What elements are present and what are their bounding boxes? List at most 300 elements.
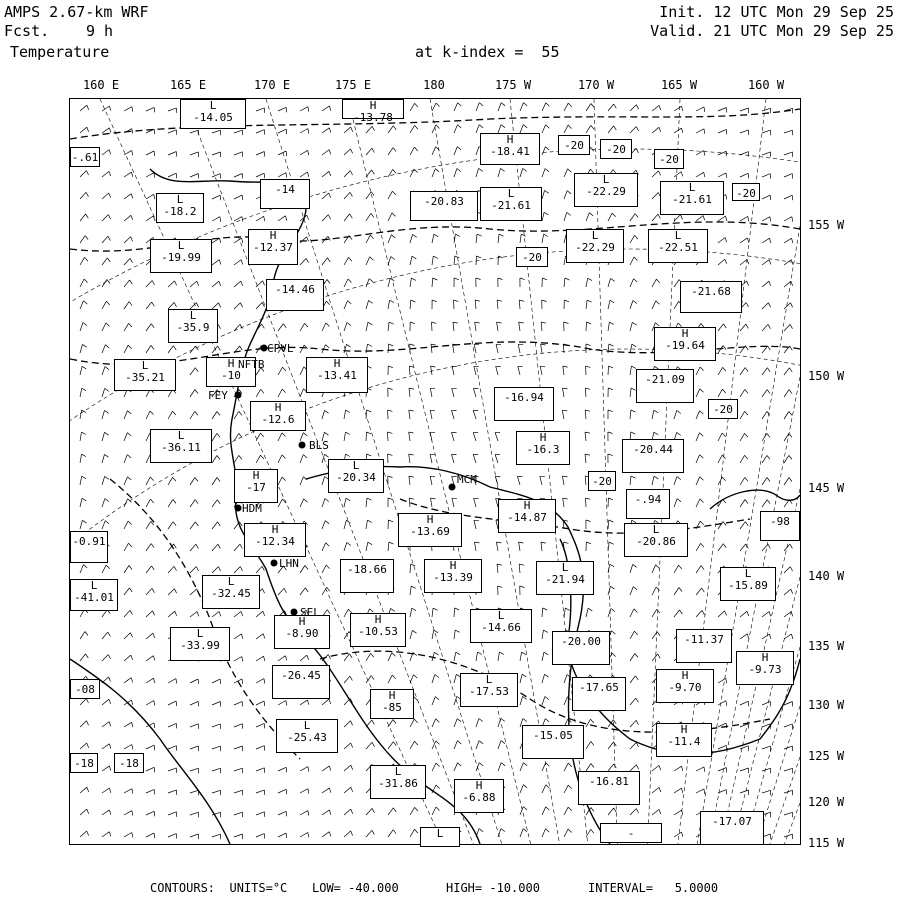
wind-barb (124, 323, 132, 331)
center-type: L (652, 523, 660, 536)
wind-barb (498, 125, 505, 133)
wind-barb (146, 302, 154, 309)
wind-barb (256, 723, 265, 728)
wind-barb (652, 105, 661, 111)
wind-barb (212, 544, 220, 551)
wind-barb (409, 432, 414, 441)
low-center-label (150, 239, 212, 273)
temperature-value: -15.05 (533, 729, 573, 742)
wind-barb (256, 656, 265, 661)
wind-barb (762, 790, 771, 795)
wind-barb (80, 565, 87, 573)
wind-barb (300, 789, 309, 794)
contour-value-label (654, 149, 684, 169)
wind-barb (344, 410, 350, 419)
wind-barb (608, 388, 613, 397)
center-type: L (303, 719, 311, 732)
wind-barb (476, 103, 483, 111)
wind-barb (168, 589, 177, 595)
lon-tick: 120 W (808, 795, 845, 809)
wind-barb (366, 322, 372, 331)
lon-tick: 175 W (494, 78, 532, 92)
wind-barb (474, 520, 479, 529)
wind-barb (762, 500, 770, 507)
high-center-label (656, 723, 712, 757)
wind-barb (322, 832, 331, 837)
center-type: H (298, 615, 306, 628)
wind-barb (562, 476, 567, 485)
wind-barb (564, 212, 571, 221)
wind-barb (322, 150, 331, 155)
wind-barb (102, 521, 109, 529)
wind-barb (80, 344, 87, 353)
wind-barb (366, 213, 374, 221)
high-center-label (234, 469, 278, 503)
wind-barb (608, 542, 614, 551)
wind-barb (234, 724, 243, 729)
wind-barb (674, 215, 683, 221)
wind-barb (474, 498, 479, 507)
wind-barb (80, 192, 89, 199)
wind-barb (256, 679, 265, 684)
high-center-label (342, 99, 404, 124)
wind-barb (784, 368, 792, 375)
wind-barb (366, 520, 372, 529)
wind-barb (608, 104, 616, 111)
wind-barb (718, 389, 726, 397)
wind-barb (608, 454, 613, 463)
wind-barb (740, 411, 748, 419)
temperature-value: -21.68 (691, 285, 731, 298)
wind-barb (452, 498, 457, 507)
wind-barb (256, 389, 264, 397)
wind-barb (212, 433, 220, 441)
wind-barb (300, 655, 309, 661)
wind-barb (80, 699, 89, 706)
station-label: BLS (309, 439, 329, 452)
wind-barb (388, 366, 393, 375)
low-center-label (480, 187, 542, 221)
wind-barb (784, 724, 793, 729)
wind-barb (498, 234, 504, 243)
wind-barb (475, 300, 480, 309)
wind-barb (542, 608, 547, 617)
wind-barb (762, 368, 770, 375)
wind-barb (718, 455, 726, 463)
wind-barb (234, 455, 242, 463)
center-type: L (176, 193, 184, 206)
wind-barb (454, 103, 461, 111)
wind-barb (366, 498, 372, 507)
wind-barb (498, 256, 503, 265)
wind-barb (652, 476, 658, 485)
wind-barb (586, 498, 591, 507)
temperature-value: -22.29 (575, 241, 615, 254)
wind-barb (124, 433, 131, 441)
wind-barb (432, 697, 439, 705)
wind-barb (630, 410, 636, 419)
temperature-value: -20 (522, 251, 542, 264)
wind-barb (234, 657, 243, 662)
wind-barb (80, 809, 89, 815)
wind-barb (762, 433, 770, 441)
wind-barb (124, 345, 132, 353)
contour-units: CONTOURS: UNITS=°C (150, 881, 288, 895)
wind-barb (234, 411, 242, 419)
wind-barb (278, 455, 286, 463)
center-type: L (177, 239, 185, 252)
temperature-value: -41.01 (74, 591, 114, 604)
wind-barb (102, 677, 111, 683)
temperature-value: -14 (275, 183, 295, 196)
wind-barb (630, 698, 638, 705)
station-marker (299, 442, 306, 449)
wind-barb (344, 765, 353, 771)
wind-barb (234, 634, 243, 639)
wind-barb (80, 279, 88, 287)
wind-barb (146, 194, 155, 199)
wind-barb (388, 300, 394, 309)
wind-barb (410, 829, 418, 837)
temperature-value: -13.41 (317, 369, 357, 382)
wind-barb (80, 831, 89, 837)
wind-barb (190, 834, 199, 839)
wind-barb (190, 368, 198, 375)
wind-barb (80, 743, 89, 749)
wind-barb (564, 697, 571, 705)
wind-barb (498, 278, 503, 287)
wind-barb (542, 125, 549, 133)
wind-barb (300, 172, 309, 177)
wind-barb (674, 610, 682, 617)
wind-barb (608, 278, 615, 287)
temperature-value: -12.34 (255, 535, 295, 548)
wind-barb (696, 389, 703, 397)
wind-barb (146, 216, 155, 221)
wind-barb (564, 125, 572, 133)
wind-barb (366, 235, 374, 243)
wind-barb (388, 542, 393, 551)
temperature-value: -21.94 (545, 573, 585, 586)
wind-barb (498, 103, 505, 111)
wind-barb (80, 454, 86, 463)
wind-barb (718, 259, 727, 265)
low-center-label (460, 673, 518, 707)
wind-barb (212, 768, 221, 773)
station-label: HDM (242, 502, 262, 515)
wind-barb (234, 174, 243, 179)
wind-barb (430, 454, 435, 463)
wind-barb (388, 344, 393, 353)
wind-barb (608, 520, 613, 529)
temperature-value: -36.11 (161, 441, 201, 454)
wind-barb (518, 366, 523, 375)
wind-barb (608, 609, 615, 618)
wind-barb (630, 127, 639, 133)
center-type: L (436, 827, 444, 840)
wind-barb (452, 454, 457, 463)
station-label: MCM (457, 473, 477, 486)
high-center-label (350, 613, 406, 647)
wind-barb (630, 279, 637, 287)
wind-barb (102, 367, 109, 376)
wind-barb (190, 612, 199, 618)
wind-barb (410, 147, 418, 155)
wind-barb (740, 746, 749, 751)
wind-barb (366, 410, 371, 419)
wind-barb (124, 566, 132, 574)
wind-barb (256, 108, 265, 113)
wind-barb (718, 544, 726, 551)
wind-barb (563, 498, 568, 507)
wind-barb (432, 103, 440, 111)
center-type: L (227, 575, 235, 588)
wind-barb (80, 301, 87, 309)
wind-barb (124, 150, 133, 155)
wind-barb (476, 234, 482, 243)
wind-barb (452, 410, 457, 419)
wind-barb (740, 634, 749, 639)
wind-barb (718, 216, 727, 221)
wind-barb (212, 152, 221, 157)
wind-barb (718, 129, 727, 134)
wind-barb (564, 608, 570, 617)
wind-barb (102, 565, 110, 573)
wind-barb (498, 763, 505, 771)
temperature-value: -22.29 (586, 185, 626, 198)
wind-barb (696, 172, 705, 177)
wind-barb (388, 169, 396, 177)
temperature-value: -18.2 (163, 205, 197, 218)
wind-barb (762, 108, 771, 113)
high-center-label (654, 327, 716, 361)
center-type: H (369, 99, 377, 112)
wind-barb (190, 174, 199, 179)
wind-barb (473, 388, 478, 397)
wind-barb (124, 477, 131, 485)
wind-barb (564, 829, 572, 837)
wind-barb (168, 611, 177, 617)
wind-barb (344, 831, 353, 837)
wind-barb (190, 346, 198, 353)
station-label: FEY (208, 389, 228, 402)
wind-barb (256, 216, 265, 221)
wind-barb (630, 676, 638, 683)
center-type: H (388, 689, 396, 702)
high-center-label (656, 669, 714, 703)
wind-barb (652, 410, 658, 419)
wind-barb (740, 477, 748, 485)
wind-barb (542, 697, 549, 706)
wind-barb (146, 411, 154, 419)
wind-barb (476, 652, 482, 661)
wind-barb (278, 389, 286, 397)
wind-barb (498, 741, 505, 750)
wind-barb (520, 763, 527, 771)
wind-barb (344, 721, 353, 727)
wind-barb (80, 632, 88, 640)
wind-barb (124, 789, 133, 794)
wind-barb (542, 785, 549, 793)
wind-barb (410, 675, 417, 683)
wind-barb (652, 809, 661, 815)
lon-tick: 160 W (747, 78, 785, 92)
wind-barb (80, 214, 88, 221)
wind-barb (300, 323, 308, 331)
wind-barb (256, 152, 265, 157)
high-center-label (480, 133, 540, 165)
wind-barb (234, 701, 243, 706)
wind-barb (256, 455, 264, 463)
wind-barb (674, 788, 683, 793)
wind-barb (300, 129, 309, 134)
wind-barb (168, 152, 177, 157)
wind-barb (652, 609, 660, 617)
wind-barb (410, 586, 416, 595)
temperature-value: -18.41 (490, 145, 530, 158)
wind-barb (410, 169, 418, 177)
wind-barb (80, 520, 87, 529)
contour-value-label (260, 179, 310, 209)
wind-barb (146, 811, 155, 816)
wind-barb (124, 543, 132, 551)
wind-barb (474, 344, 479, 353)
wind-barb (366, 300, 373, 309)
low-center-label (566, 229, 624, 263)
wind-barb (696, 129, 705, 134)
wind-barb (278, 767, 287, 772)
wind-barb (190, 812, 199, 817)
wind-barb (102, 258, 110, 265)
temperature-value: -35.21 (125, 371, 165, 384)
wind-barb (652, 301, 659, 309)
wind-barb (430, 388, 435, 397)
low-center-label (170, 627, 230, 661)
wind-barb (740, 389, 748, 397)
wind-barb (256, 611, 265, 617)
wind-barb (608, 432, 613, 441)
wind-barb (674, 410, 681, 419)
wind-barb (212, 130, 221, 135)
wind-barb (102, 810, 111, 815)
wind-barb (586, 764, 594, 772)
wind-barb (718, 701, 727, 706)
wind-barb (784, 478, 792, 486)
wind-barb (784, 238, 793, 243)
low-center-label (156, 193, 204, 223)
wind-barb (696, 610, 705, 617)
wind-barb (344, 127, 353, 133)
wind-barb (168, 701, 177, 706)
wind-barb (344, 654, 352, 661)
wind-barb (740, 130, 749, 135)
wind-barb (409, 498, 414, 507)
wind-barb (432, 719, 439, 727)
wind-barb (476, 168, 483, 177)
lon-tick: 170 E (253, 78, 291, 92)
wind-barb (190, 724, 199, 729)
wind-barb (585, 410, 590, 419)
wind-barb (696, 411, 703, 419)
lon-tick: 160 E (82, 78, 120, 92)
wind-barb (234, 834, 243, 839)
wind-barb (674, 588, 682, 596)
wind-barb (234, 433, 242, 441)
wind-barb (102, 832, 111, 837)
temperature-value: -31.86 (378, 777, 418, 790)
wind-barb (190, 544, 198, 551)
wind-barb (762, 130, 771, 135)
wind-barb (762, 634, 771, 639)
wind-barb (432, 300, 437, 309)
wind-barb (388, 322, 394, 331)
wind-barb (146, 789, 155, 794)
wind-barb (300, 237, 309, 243)
temperature-value: -.94 (634, 493, 662, 506)
wind-barb (102, 722, 111, 727)
contour-value-label (558, 135, 590, 155)
temperature-value: -10 (221, 369, 241, 382)
wind-barb (322, 543, 329, 551)
wind-barb (190, 281, 199, 287)
wind-barb (168, 281, 177, 287)
wind-barb (410, 234, 417, 243)
wind-barb (674, 832, 683, 837)
wind-barb (80, 323, 87, 332)
wind-barb (124, 633, 133, 639)
wind-barb (410, 300, 415, 309)
wind-barb (564, 300, 569, 309)
wind-barb (542, 103, 549, 111)
wind-barb (410, 719, 418, 727)
high-center-label (516, 431, 570, 465)
wind-barb (432, 608, 438, 617)
wind-barb (344, 787, 353, 793)
wind-barb (432, 652, 439, 661)
wind-barb (674, 106, 683, 111)
wind-barb (212, 724, 221, 729)
contour-value-label (588, 471, 616, 491)
level-label: at k-index = 55 (415, 43, 560, 61)
wind-barb (300, 499, 307, 507)
wind-barb (124, 499, 131, 507)
center-type: L (394, 765, 402, 778)
wind-barb (784, 130, 793, 135)
contour-value-label (572, 677, 626, 711)
wind-barb (608, 498, 613, 507)
wind-barb (256, 302, 265, 309)
wind-barb (300, 832, 309, 837)
temperature-value: -13.39 (433, 571, 473, 584)
wind-barb (586, 278, 592, 287)
wind-barb (146, 767, 155, 772)
wind-barb (212, 612, 221, 618)
meridian-line (630, 577, 800, 844)
temperature-value: - (627, 827, 635, 840)
wind-barb (146, 345, 154, 353)
wind-barb (495, 455, 500, 464)
wind-barb (322, 106, 331, 111)
wind-barb (256, 746, 265, 751)
contour-value-label (552, 631, 610, 665)
lon-tick: 125 W (808, 749, 845, 763)
wind-barb (322, 215, 331, 221)
wind-barb (630, 301, 637, 310)
wind-barb (168, 679, 177, 684)
wind-barb (344, 432, 350, 441)
wind-barb (586, 366, 591, 375)
low-center-label (370, 765, 426, 799)
